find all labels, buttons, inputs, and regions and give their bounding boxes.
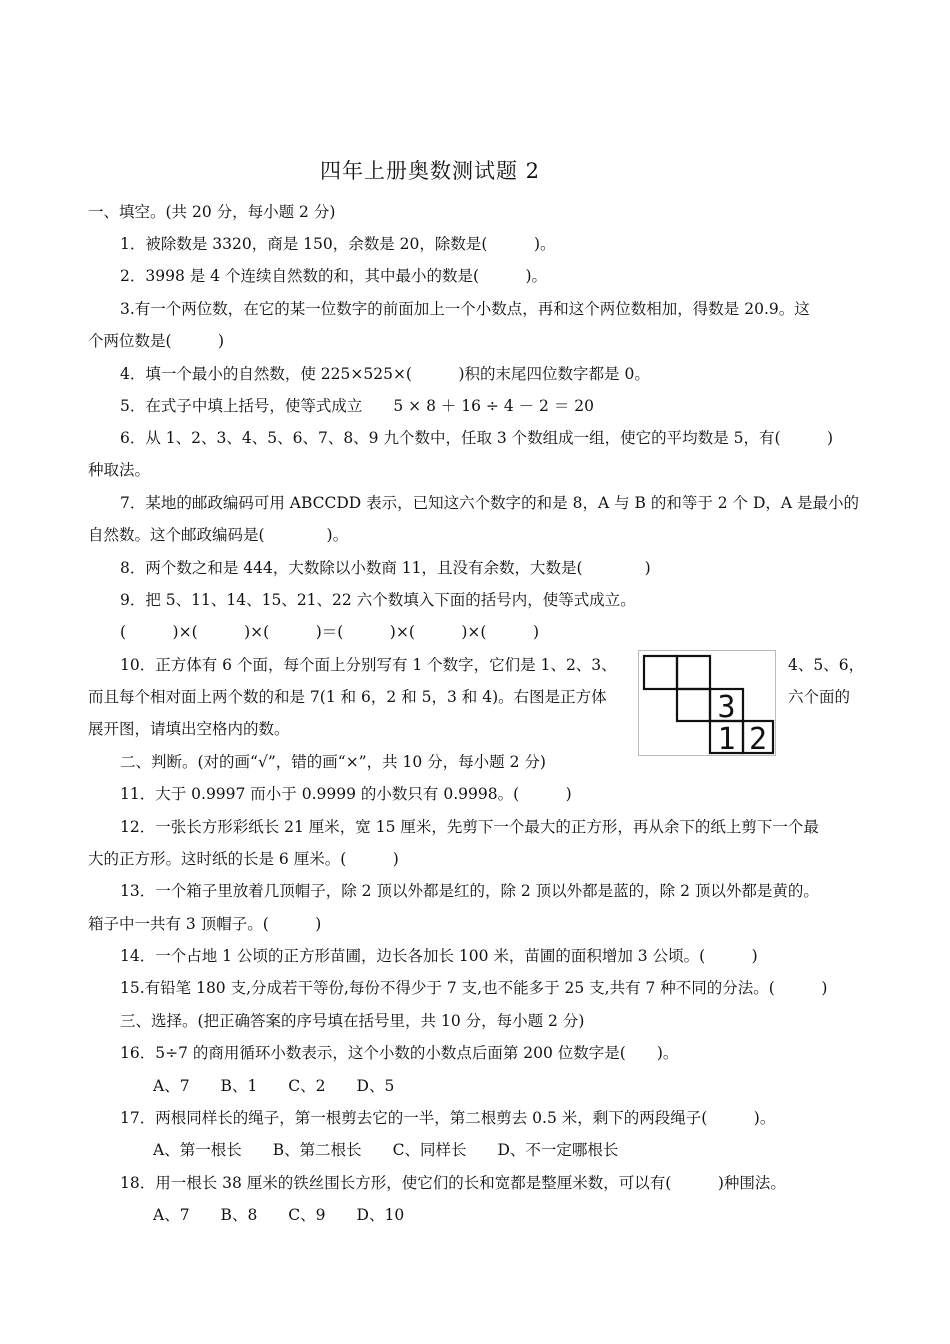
question-15: 15.有铅笔 180 支,分成若干等份,每份不得少于 7 支,也不能多于 25 支,共有 7 种不同的分法。( ) [120, 979, 828, 997]
question-16-options: A、7 B、1 C、2 D、5 [153, 1077, 395, 1095]
question-10-line3: 展开图，请填出空格内的数。 [88, 720, 290, 738]
question-6-line1: 6．从 1、2、3、4、5、6、7、8、9 九个数中，任取 3 个数组成一组，使它的平均数是 5，有( ) [120, 429, 834, 447]
cube-net-drawing [639, 651, 775, 755]
question-18: 18．用一根长 38 厘米的铁丝围长方形，使它们的长和宽都是整厘米数，可以有( )种围法。 [120, 1174, 786, 1192]
question-13-line2: 箱子中一共有 3 顶帽子。( ) [88, 915, 322, 933]
question-17: 17．两根同样长的绳子，第一根剪去它的一半，第二根剪去 0.5 米，剩下的两段绳子( )。 [120, 1109, 776, 1127]
question-3-line2: 个两位数是( ) [88, 332, 225, 350]
section-true-false-heading: 二、判断。(对的画“√”，错的画“×”，共 10 分，每小题 2 分) [120, 753, 546, 771]
question-2: 2．3998 是 4 个连续自然数的和，其中最小的数是( )。 [120, 267, 548, 285]
question-10-line1: 10．正方体有 6 个面，每个面上分别写有 1 个数字，它们是 1、2、3、 [120, 656, 617, 674]
section-fill-blank-heading: 一、填空。(共 20 分，每小题 2 分) [88, 203, 336, 221]
net-digit: 3 [717, 690, 736, 725]
net-digit: 1 [717, 722, 736, 755]
question-10-line1-end: 4、5、6， [788, 656, 865, 674]
net-cell-blank [644, 656, 677, 689]
cube-net-figure [638, 650, 776, 756]
question-1: 1．被除数是 3320，商是 150，余数是 20，除数是( )。 [120, 235, 556, 253]
question-14: 14．一个占地 1 公顷的正方形苗圃，边长各加长 100 米，苗圃的面积增加 3 公顷。( ) [120, 947, 758, 965]
net-cell-blank [677, 656, 710, 689]
question-9-equation: ( )×( )×( )＝( )×( )×( ) [120, 623, 540, 641]
net-digit: 2 [748, 722, 768, 755]
question-18-options: A、7 B、8 C、9 D、10 [153, 1206, 405, 1224]
question-10-line2: 而且每个相对面上两个数的和是 7(1 和 6，2 和 5，3 和 4)。右图是正方体 [88, 688, 607, 706]
question-7-line2: 自然数。这个邮政编码是( )。 [88, 526, 349, 544]
question-12-line1: 12．一张长方形彩纸长 21 厘米，宽 15 厘米，先剪下一个最大的正方形，再从余下的纸上剪下一个最 [120, 818, 819, 836]
question-17-options: A、第一根长 B、第二根长 C、同样长 D、不一定哪根长 [153, 1141, 619, 1159]
page-title: 四年上册奥数测试题 2 [319, 159, 541, 183]
question-12-line2: 大的正方形。这时纸的长是 6 厘米。( ) [88, 850, 399, 868]
question-4: 4．填一个最小的自然数，使 225×525×( )积的末尾四位数字都是 0。 [120, 365, 650, 383]
net-cell-blank [677, 689, 710, 721]
question-11: 11．大于 0.9997 而小于 0.9999 的小数只有 0.9998。( ) [120, 785, 572, 803]
question-16: 16．5÷7 的商用循环小数表示，这个小数的小数点后面第 200 位数字是( )。 [120, 1044, 679, 1062]
question-7-line1: 7．某地的邮政编码可用 ABCCDD 表示，已知这六个数字的和是 8，A 与 B 的和等于 2 个 D，A 是最小的 [120, 494, 860, 512]
question-10-line2-end: 六个面的 [788, 688, 851, 706]
question-6-line2: 种取法。 [88, 461, 151, 479]
section-choice-heading: 三、选择。(把正确答案的序号填在括号里，共 10 分，每小题 2 分) [120, 1012, 585, 1030]
question-3-line1: 3.有一个两位数，在它的某一位数字的前面加上一个小数点，再和这个两位数相加，得数是 20.9。这 [120, 300, 810, 318]
question-9: 9．把 5、11、14、15、21、22 六个数填入下面的括号内，使等式成立。 [120, 591, 636, 609]
question-5: 5．在式子中填上括号，使等式成立 5 × 8 ＋ 16 ÷ 4 － 2 ＝ 20 [120, 397, 595, 415]
question-8: 8．两个数之和是 444，大数除以小数商 11，且没有余数，大数是( ) [120, 559, 651, 577]
question-13-line1: 13．一个箱子里放着几顶帽子，除 2 顶以外都是红的，除 2 顶以外都是蓝的，除 2 顶以外都是黄的。 [120, 882, 819, 900]
